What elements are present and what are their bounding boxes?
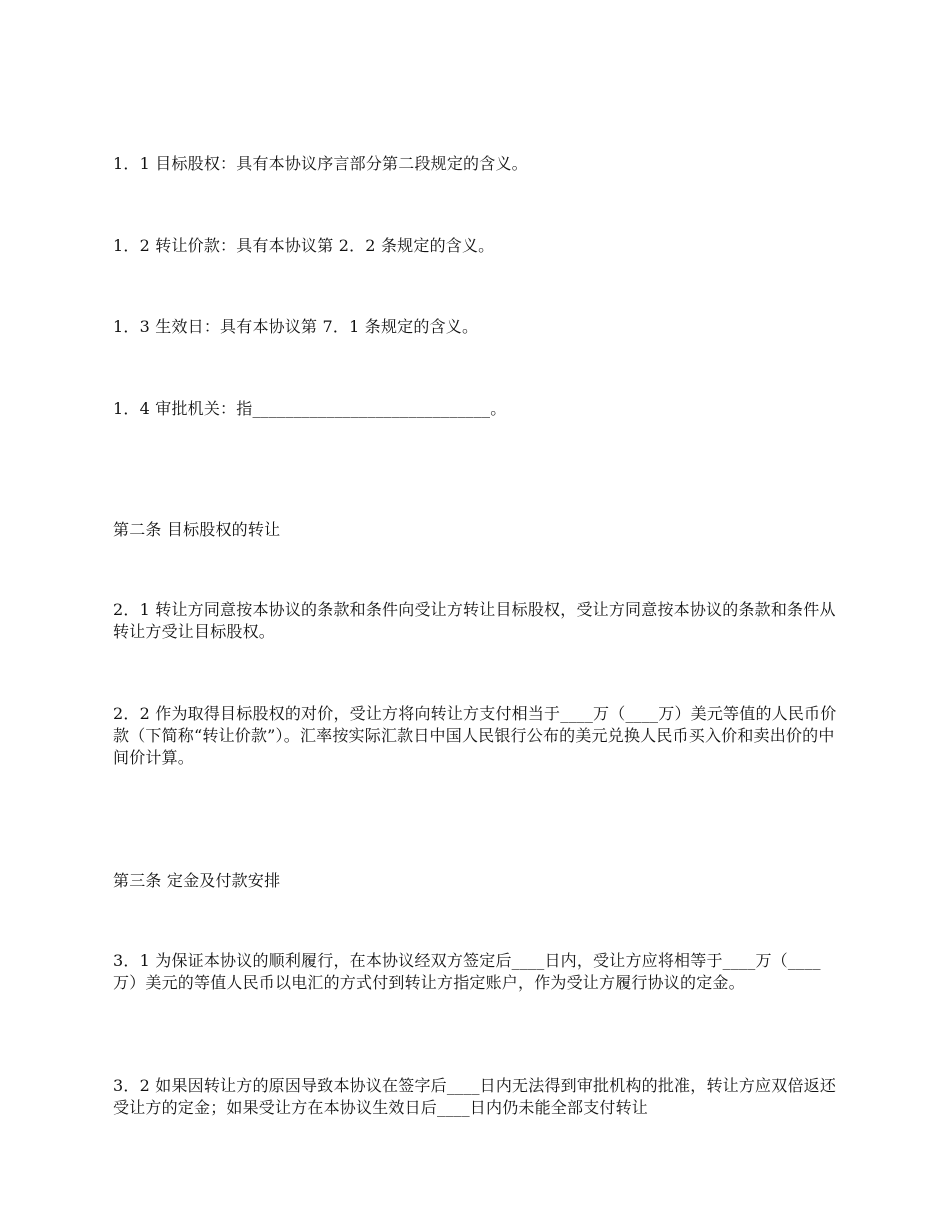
article-2-heading: 第二条 目标股权的转让: [113, 520, 281, 539]
clause-3-2: 3．2 如果因转让方的原因导致本协议在签字后____日内无法得到审批机构的批准，转让方应双倍返还受让方的定金；如果受让方在本协议生效日后____日内仍未能全部支付转让: [113, 1076, 837, 1117]
clause-1-2: 1．2 转让价款：具有本协议第 2．2 条规定的含义。: [113, 236, 495, 255]
clause-1-4: 1．4 审批机关：指_____________________________。: [113, 399, 507, 418]
clause-3-1: 3．1 为保证本协议的顺利履行，在本协议经双方签定后____日内，受让方应将相等于____万（____万）美元的等值人民币以电汇的方式付到转让方指定账户，作为受让方履行协议的定金。: [113, 951, 821, 992]
clause-2-1: 2．1 转让方同意按本协议的条款和条件向受让方转让目标股权，受让方同意按本协议的条款和条件从转让方受让目标股权。: [113, 600, 836, 641]
clause-2-2: 2．2 作为取得目标股权的对价，受让方将向转让方支付相当于____万（____万）美元等值的人民币价款（下简称“转让价款”）。汇率按实际汇款日中国人民银行公布的美元兑换人民币买入价和卖出价的中间价计算。: [113, 704, 837, 767]
article-3-heading: 第三条 定金及付款安排: [113, 871, 281, 890]
clause-1-1: 1．1 目标股权：具有本协议序言部分第二段规定的含义。: [113, 154, 528, 173]
clause-1-3: 1．3 生效日：具有本协议第 7．1 条规定的含义。: [113, 317, 479, 336]
